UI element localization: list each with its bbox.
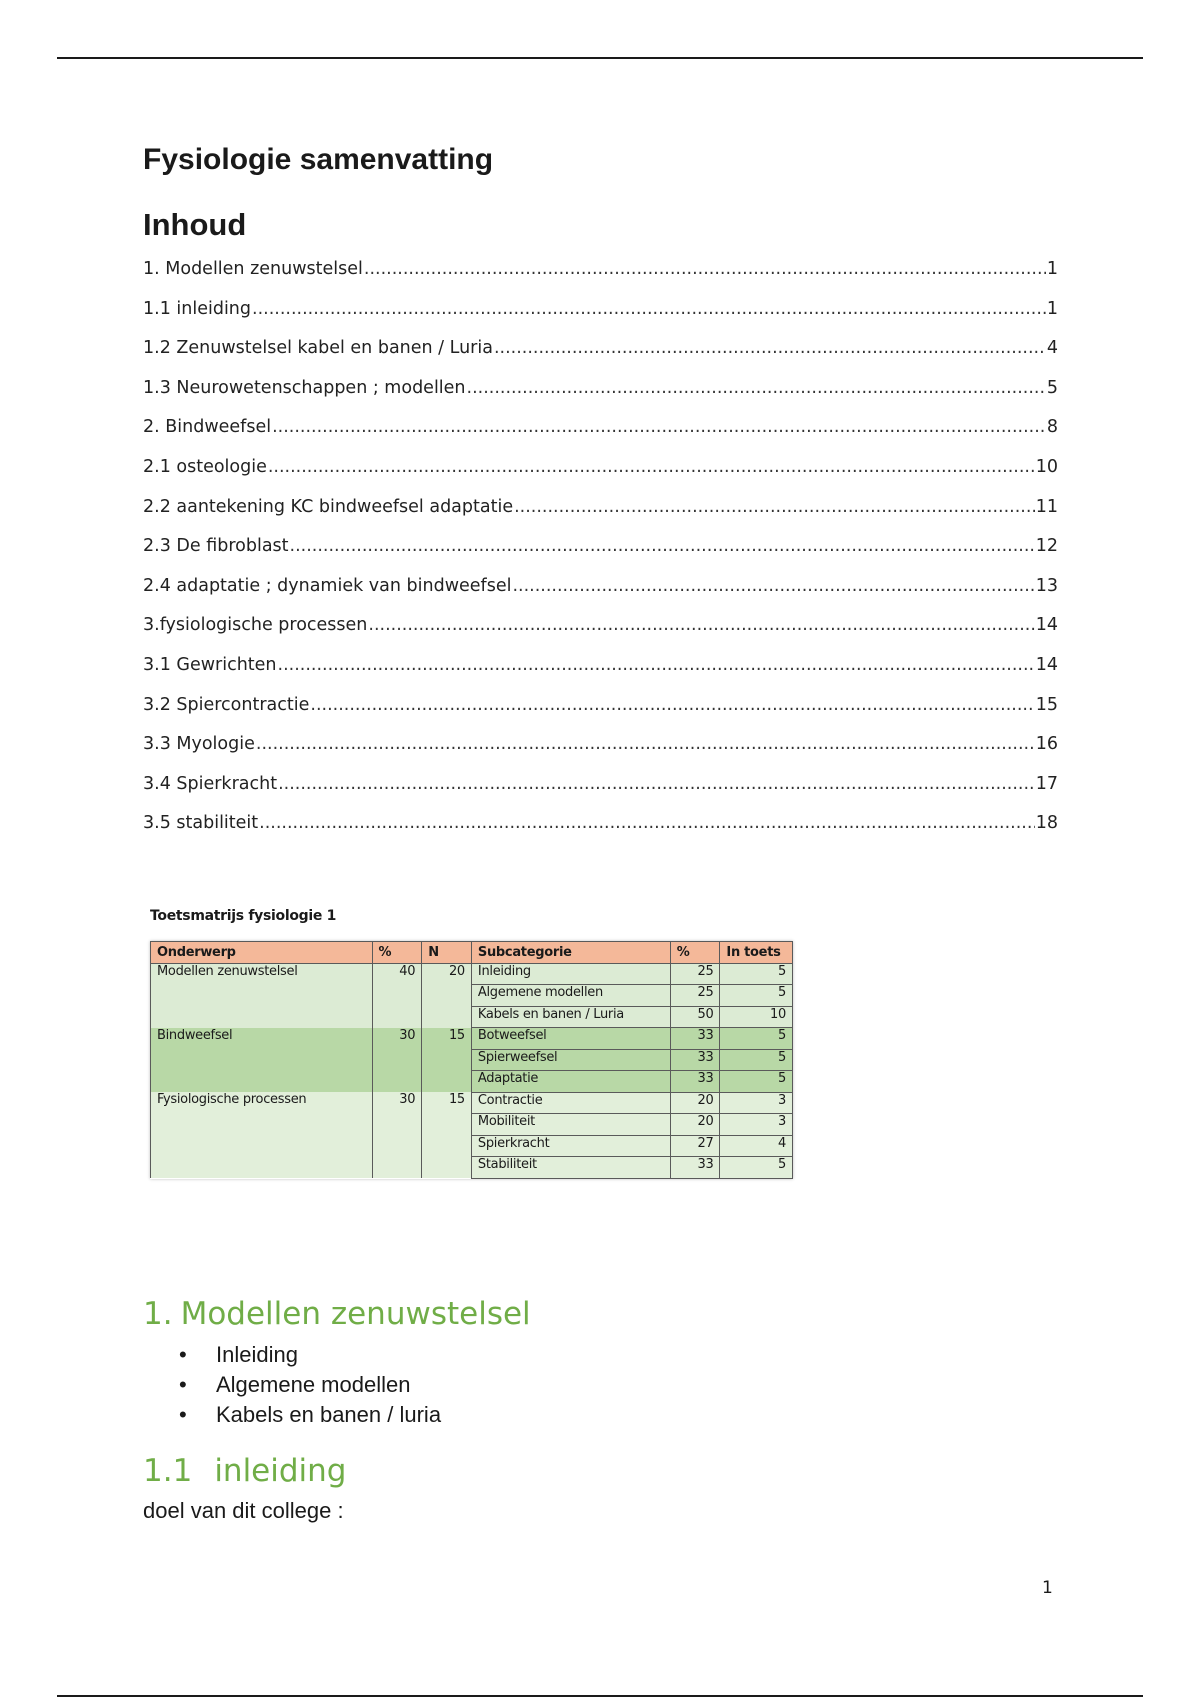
matrix-topic: Fysiologische processen bbox=[151, 1092, 373, 1178]
toc-entry-text: 2. Bindweefsel bbox=[143, 417, 272, 438]
toc-entry-page: 13 bbox=[1035, 575, 1058, 596]
matrix-in-toets: 4 bbox=[720, 1135, 793, 1157]
toc-entry-page: 10 bbox=[1035, 456, 1058, 477]
matrix-topic-n: 20 bbox=[422, 963, 472, 1028]
toc-entry-page: 14 bbox=[1035, 615, 1058, 636]
matrix-in-toets: 5 bbox=[720, 1028, 793, 1050]
toc-leader-dots bbox=[514, 497, 1035, 517]
matrix-sub-pct: 33 bbox=[670, 1028, 720, 1050]
matrix-title: Toetsmatrijs fysiologie 1 bbox=[150, 908, 337, 924]
toc-leader-dots bbox=[364, 259, 1046, 279]
toc-entry[interactable] bbox=[143, 338, 1058, 378]
matrix-sub-pct: 20 bbox=[670, 1092, 720, 1114]
bullet-icon: • bbox=[179, 1342, 187, 1367]
matrix-in-toets: 5 bbox=[720, 1071, 793, 1093]
matrix-subcategory: Adaptatie bbox=[471, 1071, 670, 1093]
matrix-topic-n: 15 bbox=[422, 1092, 472, 1178]
matrix-in-toets: 5 bbox=[720, 963, 793, 985]
toc-entry-text: 2.2 aantekening KC bindweefsel adaptatie bbox=[143, 496, 514, 517]
matrix-sub-pct: 25 bbox=[670, 963, 720, 985]
toc-entry-page: 8 bbox=[1046, 417, 1058, 438]
section-1-1-body: doel van dit college : bbox=[143, 1498, 344, 1523]
matrix-sub-pct: 33 bbox=[670, 1049, 720, 1071]
toc-leader-dots bbox=[494, 338, 1046, 358]
matrix-header-sub-pct: % bbox=[670, 942, 720, 964]
toc-entry[interactable] bbox=[143, 615, 1058, 655]
matrix-topic-pct: 30 bbox=[372, 1028, 422, 1093]
toc-entry-page: 15 bbox=[1035, 694, 1058, 715]
matrix-topic-n: 15 bbox=[422, 1028, 472, 1093]
matrix-subcategory: Botweefsel bbox=[471, 1028, 670, 1050]
toc-leader-dots bbox=[259, 813, 1035, 833]
bullet-text: Kabels en banen / luria bbox=[216, 1402, 442, 1427]
test-matrix-image bbox=[150, 908, 800, 1179]
matrix-header-in-toets: In toets bbox=[720, 942, 793, 964]
section-heading-1 bbox=[143, 1296, 531, 1332]
toc-entry-text: 1.2 Zenuwstelsel kabel en banen / Luria bbox=[143, 338, 493, 359]
toc-entry[interactable] bbox=[143, 774, 1058, 814]
toc-entry-page: 18 bbox=[1035, 813, 1058, 834]
section-1-bullet-list bbox=[143, 1342, 441, 1432]
toc-leader-dots bbox=[512, 576, 1034, 596]
matrix-header-row bbox=[151, 942, 793, 964]
bullet-item bbox=[143, 1402, 441, 1432]
section-heading-number: 1.1 bbox=[143, 1453, 193, 1489]
toc-entry-text: 2.1 osteologie bbox=[143, 456, 267, 477]
toc-leader-dots bbox=[272, 417, 1046, 437]
matrix-topic: Modellen zenuwstelsel bbox=[151, 963, 373, 1028]
toc-entry-page: 5 bbox=[1046, 377, 1058, 398]
test-matrix-table bbox=[150, 941, 793, 1179]
toc-entry-page: 1 bbox=[1046, 298, 1058, 319]
bullet-item bbox=[143, 1342, 441, 1372]
matrix-header-n: N bbox=[422, 942, 472, 964]
toc-entry-page: 17 bbox=[1035, 773, 1058, 794]
bullet-item bbox=[143, 1372, 441, 1402]
matrix-in-toets: 3 bbox=[720, 1114, 793, 1136]
document-title: Fysiologie samenvatting bbox=[143, 143, 494, 176]
matrix-in-toets: 3 bbox=[720, 1092, 793, 1114]
matrix-header-onderwerp: Onderwerp bbox=[151, 942, 373, 964]
toc-entry[interactable] bbox=[143, 259, 1058, 299]
toc-entry-text: 3.3 Myologie bbox=[143, 734, 255, 755]
bullet-icon: • bbox=[179, 1402, 187, 1427]
toc-entry-page: 12 bbox=[1035, 536, 1058, 557]
toc-entry[interactable] bbox=[143, 655, 1058, 695]
toc-entry[interactable] bbox=[143, 497, 1058, 537]
toc-entry-text: 1. Modellen zenuwstelsel bbox=[143, 259, 363, 279]
page-bottom-rule bbox=[57, 1695, 1143, 1697]
toc-entry-page: 16 bbox=[1035, 734, 1058, 755]
matrix-in-toets: 5 bbox=[720, 1049, 793, 1071]
toc-entry-text: 2.3 De fibroblast bbox=[143, 536, 289, 557]
matrix-header-pct: % bbox=[372, 942, 422, 964]
toc-entry[interactable] bbox=[143, 378, 1058, 418]
toc-entry-page: 1 bbox=[1046, 259, 1058, 279]
matrix-subcategory: Inleiding bbox=[471, 963, 670, 985]
matrix-sub-pct: 33 bbox=[670, 1157, 720, 1179]
matrix-topic-pct: 30 bbox=[372, 1092, 422, 1178]
toc-entry-page: 14 bbox=[1035, 654, 1058, 675]
toc-entry-text: 3.1 Gewrichten bbox=[143, 654, 277, 675]
toc-entry-text: 2.4 adaptatie ; dynamiek van bindweefsel bbox=[143, 575, 512, 596]
toc-leader-dots bbox=[278, 655, 1035, 675]
toc-entry[interactable] bbox=[143, 734, 1058, 774]
matrix-sub-pct: 27 bbox=[670, 1135, 720, 1157]
toc-leader-dots bbox=[310, 695, 1034, 715]
section-heading-1-1 bbox=[143, 1453, 347, 1489]
page-number: 1 bbox=[1042, 1578, 1053, 1598]
toc-entry[interactable] bbox=[143, 417, 1058, 457]
section-heading-title: inleiding bbox=[214, 1453, 347, 1489]
toc-entry[interactable] bbox=[143, 299, 1058, 339]
bullet-icon: • bbox=[179, 1372, 187, 1397]
matrix-in-toets: 5 bbox=[720, 985, 793, 1007]
toc-entry-text: 1.3 Neurowetenschappen ; modellen bbox=[143, 377, 466, 398]
toc-entry-text: 3.4 Spierkracht bbox=[143, 773, 278, 794]
bullet-text: Algemene modellen bbox=[216, 1372, 411, 1397]
toc-entry-text: 3.5 stabiliteit bbox=[143, 813, 259, 834]
matrix-subcategory: Mobiliteit bbox=[471, 1114, 670, 1136]
matrix-in-toets: 10 bbox=[720, 1006, 793, 1028]
matrix-sub-pct: 50 bbox=[670, 1006, 720, 1028]
section-heading-number: 1. bbox=[143, 1296, 173, 1332]
toc-leader-dots bbox=[467, 378, 1046, 398]
toc-entry-text: 3.2 Spiercontractie bbox=[143, 694, 310, 715]
matrix-header-subcategorie: Subcategorie bbox=[471, 942, 670, 964]
toc-entry-text: 3.fysiologische processen bbox=[143, 615, 368, 636]
toc-leader-dots bbox=[252, 299, 1046, 319]
toc-leader-dots bbox=[290, 536, 1035, 556]
toc-leader-dots bbox=[268, 457, 1035, 477]
matrix-row bbox=[151, 1092, 793, 1114]
toc-entry[interactable] bbox=[143, 536, 1058, 576]
toc-heading: Inhoud bbox=[143, 207, 247, 242]
matrix-subcategory: Stabiliteit bbox=[471, 1157, 670, 1179]
matrix-row bbox=[151, 1028, 793, 1050]
matrix-sub-pct: 20 bbox=[670, 1114, 720, 1136]
toc-entry[interactable] bbox=[143, 813, 1058, 853]
toc-entry[interactable] bbox=[143, 695, 1058, 735]
matrix-sub-pct: 25 bbox=[670, 985, 720, 1007]
matrix-sub-pct: 33 bbox=[670, 1071, 720, 1093]
toc-entry-text: 1.1 inleiding bbox=[143, 298, 252, 319]
matrix-subcategory: Spierweefsel bbox=[471, 1049, 670, 1071]
matrix-row bbox=[151, 963, 793, 985]
matrix-in-toets: 5 bbox=[720, 1157, 793, 1179]
toc-entry[interactable] bbox=[143, 457, 1058, 497]
toc-leader-dots bbox=[256, 734, 1035, 754]
toc-entry[interactable] bbox=[143, 576, 1058, 616]
matrix-topic: Bindweefsel bbox=[151, 1028, 373, 1093]
toc-entry-page: 11 bbox=[1035, 496, 1058, 517]
matrix-subcategory: Spierkracht bbox=[471, 1135, 670, 1157]
matrix-subcategory: Algemene modellen bbox=[471, 985, 670, 1007]
toc-leader-dots bbox=[368, 615, 1034, 635]
matrix-subcategory: Kabels en banen / Luria bbox=[471, 1006, 670, 1028]
table-of-contents bbox=[143, 259, 1058, 853]
section-heading-title: Modellen zenuwstelsel bbox=[180, 1296, 531, 1332]
page-top-rule bbox=[57, 57, 1143, 59]
bullet-text: Inleiding bbox=[216, 1342, 298, 1367]
matrix-topic-pct: 40 bbox=[372, 963, 422, 1028]
matrix-subcategory: Contractie bbox=[471, 1092, 670, 1114]
toc-leader-dots bbox=[278, 774, 1035, 794]
toc-entry-page: 4 bbox=[1046, 338, 1058, 359]
